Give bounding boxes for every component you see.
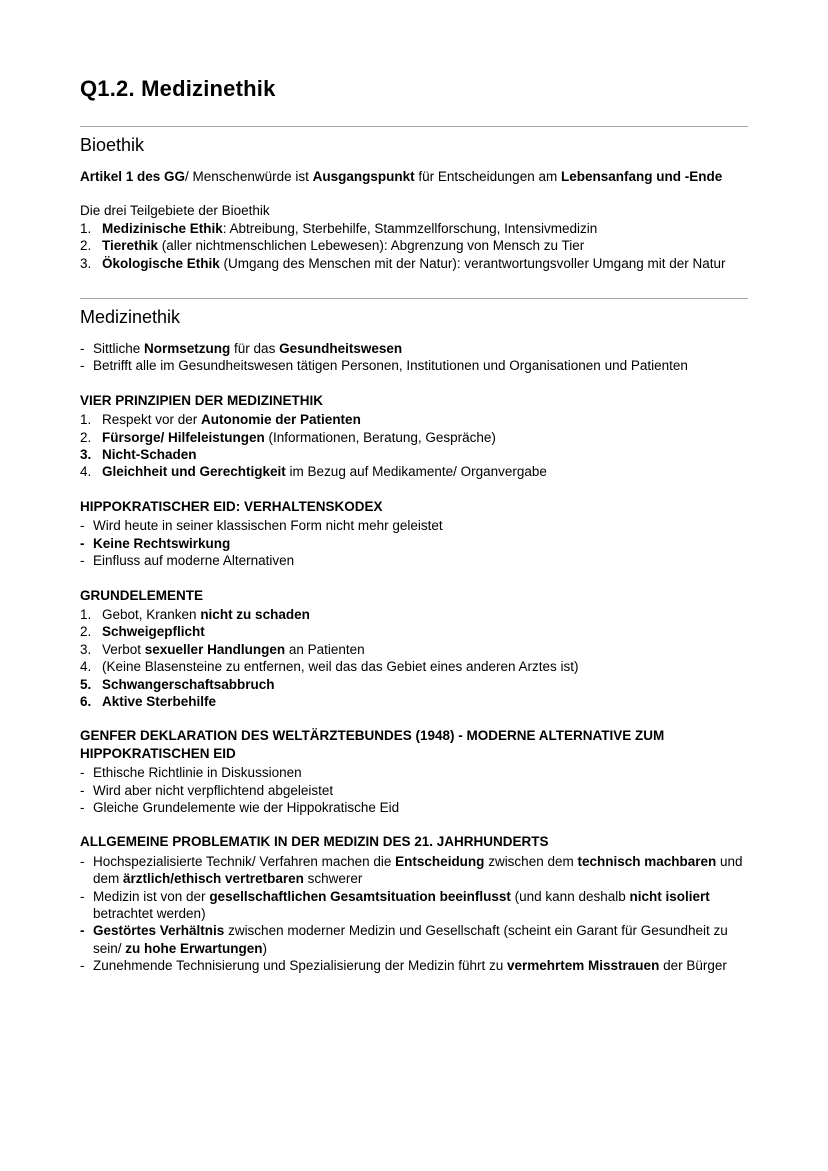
list-marker: 1. — [80, 220, 92, 236]
list-item-text: Nicht-Schaden — [102, 447, 197, 463]
list-item — [80, 676, 748, 693]
section-bioethik — [80, 126, 748, 272]
list-marker: 6. — [80, 693, 92, 709]
list-item — [80, 658, 748, 675]
list-marker: 4. — [80, 464, 92, 480]
list-marker: - — [80, 518, 85, 534]
list-marker: - — [80, 765, 85, 781]
list-marker: - — [80, 553, 85, 569]
list-item — [80, 429, 748, 446]
subheading: ALLGEMEINE PROBLEMATIK IN DER MEDIZIN DES 21. JAHRHUNDERTS — [80, 834, 549, 850]
list-item-text: Keine Rechtswirkung — [93, 535, 231, 551]
list-marker: 3. — [80, 641, 92, 657]
list-item — [80, 255, 748, 272]
list-item — [80, 764, 748, 781]
list-item — [80, 799, 748, 816]
list-marker: 5. — [80, 676, 92, 692]
list-marker: - — [80, 341, 85, 357]
list-item-text: Zunehmende Technisierung und Spezialisierung der Medizin führt zu vermehrtem Misstrauen der Bürger — [93, 958, 727, 974]
list-marker: 1. — [80, 606, 92, 622]
list-item-text: Wird heute in seiner klassischen Form nicht mehr geleistet — [93, 518, 443, 534]
list-item-text: Tierethik (aller nichtmenschlichen Lebewesen): Abgrenzung von Mensch zu Tier — [102, 238, 585, 254]
list-item-text: Ethische Richtlinie in Diskussionen — [93, 765, 302, 781]
numbered-list — [80, 220, 748, 272]
list-item — [80, 641, 748, 658]
list-marker: - — [80, 853, 85, 869]
list-item — [80, 552, 748, 569]
list-item-text: Wird aber nicht verpflichtend abgeleistet — [93, 782, 334, 798]
list-marker: - — [80, 923, 85, 939]
paragraph: Artikel 1 des GG/ Menschenwürde ist Ausgangspunkt für Entscheidungen am Lebensanfang und -Ende — [80, 169, 723, 184]
numbered-list — [80, 411, 748, 481]
list-item-text: Schweigepflicht — [102, 624, 205, 640]
section-medizinethik — [80, 298, 748, 975]
list-item-text: Respekt vor der Autonomie der Patienten — [102, 412, 361, 428]
list-marker: 2. — [80, 238, 92, 254]
section-heading: Medizinethik — [80, 307, 181, 328]
list-item-text: Gebot, Kranken nicht zu schaden — [102, 606, 310, 622]
list-item — [80, 340, 748, 357]
list-marker: 1. — [80, 412, 92, 428]
section-heading: Bioethik — [80, 135, 145, 155]
list-item-text: Aktive Sterbehilfe — [102, 693, 217, 709]
dash-list — [80, 764, 748, 816]
list-item — [80, 535, 748, 552]
list-marker: - — [80, 782, 85, 798]
list-item — [80, 357, 748, 374]
list-item — [80, 853, 748, 888]
list-item — [80, 220, 748, 237]
section-divider — [80, 298, 748, 299]
list-item — [80, 888, 748, 923]
list-marker: - — [80, 799, 85, 815]
list-item-text: Betrifft alle im Gesundheitswesen tätigen Personen, Institutionen und Organisationen und Patienten — [93, 358, 688, 374]
list-item — [80, 517, 748, 534]
list-item-text: Sittliche Normsetzung für das Gesundheitswesen — [93, 341, 403, 357]
list-marker: 3. — [80, 255, 92, 271]
list-item — [80, 623, 748, 640]
list-marker: 3. — [80, 447, 92, 463]
subheading: HIPPOKRATISCHER EID: VERHALTENSKODEX — [80, 498, 383, 514]
list-item-text: Gestörtes Verhältnis zwischen moderner Medizin und Gesellschaft (scheint ein Garant für Gesundheit zu sein/ zu hohe Erwartungen) — [93, 923, 728, 956]
list-marker: 2. — [80, 429, 92, 445]
list-item — [80, 463, 748, 480]
numbered-list — [80, 606, 748, 710]
list-item-text: Gleichheit und Gerechtigkeit im Bezug auf Medikamente/ Organvergabe — [102, 464, 547, 480]
subheading: GENFER DEKLARATION DES WELTÄRZTEBUNDES (1948) - MODERNE ALTERNATIVE ZUM HIPPOKRATISCHEN EID — [80, 728, 665, 761]
list-marker: - — [80, 958, 85, 974]
list-item-text: Medizinische Ethik: Abtreibung, Sterbehilfe, Stammzellforschung, Intensivmedizin — [102, 220, 598, 236]
dash-list — [80, 853, 748, 975]
list-marker: - — [80, 358, 85, 374]
list-item — [80, 237, 748, 254]
subheading: GRUNDELEMENTE — [80, 587, 204, 603]
list-item — [80, 782, 748, 799]
list-marker: 4. — [80, 659, 92, 675]
section-divider — [80, 126, 748, 127]
list-marker: - — [80, 888, 85, 904]
list-item — [80, 606, 748, 623]
list-item — [80, 693, 748, 710]
list-item — [80, 411, 748, 428]
paragraph: Die drei Teilgebiete der Bioethik — [80, 203, 270, 219]
document-title: Q1.2. Medizinethik — [80, 76, 276, 101]
list-item-text: Gleiche Grundelemente wie der Hippokratische Eid — [93, 799, 400, 815]
list-item-text: Fürsorge/ Hilfeleistungen (Informationen, Beratung, Gespräche) — [102, 429, 496, 445]
dash-list — [80, 340, 748, 375]
list-item-text: Ökologische Ethik (Umgang des Menschen mit der Natur): verantwortungsvoller Umgang mit der Natur — [102, 255, 726, 271]
document-body — [80, 126, 748, 975]
list-item — [80, 922, 748, 957]
list-item-text: Einfluss auf moderne Alternativen — [93, 553, 295, 569]
list-item-text: Schwangerschaftsabbruch — [102, 676, 275, 692]
list-marker: - — [80, 535, 85, 551]
list-item-text: Medizin ist von der gesellschaftlichen Gesamtsituation beeinflusst (und kann deshalb nicht isoliert betrachtet werden) — [93, 888, 710, 921]
subheading: VIER PRINZIPIEN DER MEDIZINETHIK — [80, 392, 324, 408]
list-marker: 2. — [80, 624, 92, 640]
list-item-text: Hochspezialisierte Technik/ Verfahren machen die Entscheidung zwischen dem technisch machbaren und dem ärztlich/ethisch vertretbaren schwerer — [93, 853, 743, 887]
list-item-text: (Keine Blasensteine zu entfernen, weil das das Gebiet eines anderen Arztes ist) — [102, 659, 579, 675]
list-item — [80, 446, 748, 463]
list-item — [80, 957, 748, 974]
list-item-text: Verbot sexueller Handlungen an Patienten — [102, 641, 365, 657]
dash-list — [80, 517, 748, 569]
